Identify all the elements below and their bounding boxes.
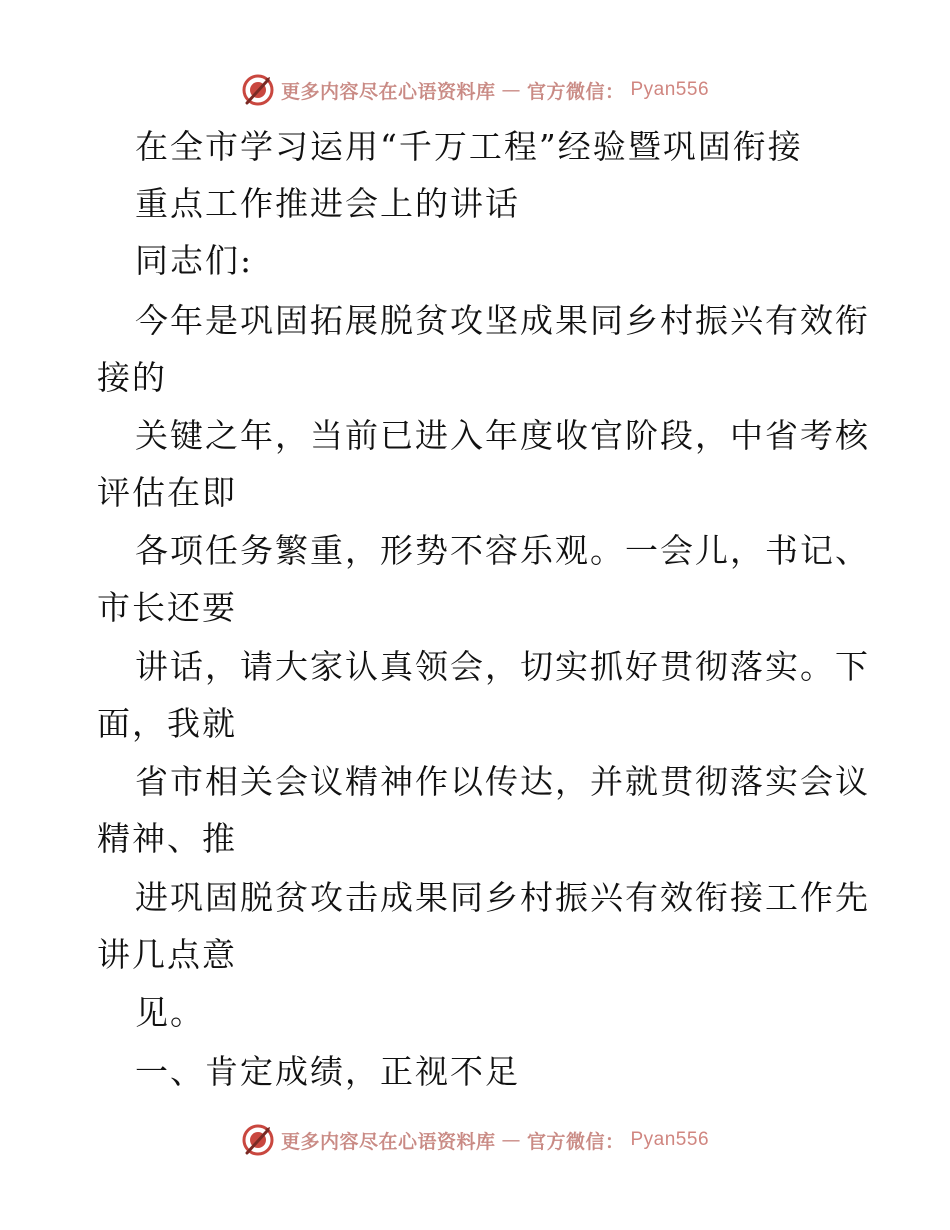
paragraph-2-line-a: 关键之年，当前已进入年度收官阶段，中省考核 — [135, 416, 870, 455]
watermark-official-label: 官方微信： — [526, 1130, 625, 1153]
paragraph-5-line-a: 省市相关会议精神作以传达，并就贯彻落实会议 — [135, 762, 870, 801]
watermark-wechat-id: Pyan556 — [630, 79, 710, 100]
paragraph-4-line-b: 面，我就 — [97, 704, 237, 743]
paragraph-3-line-b: 市长还要 — [97, 588, 237, 627]
header-watermark — [0, 70, 950, 110]
salutation: 同志们: — [135, 241, 254, 280]
watermark-separator: — — [501, 1129, 521, 1151]
paragraph-6-line-a: 进巩固脱贫攻击成果同乡村振兴有效衔接工作先 — [135, 878, 870, 917]
title-line-2: 重点工作推进会上的讲话 — [135, 184, 520, 223]
pen-seal-icon — [241, 73, 275, 107]
paragraph-5-line-b: 精神、推 — [97, 819, 237, 858]
watermark-brand: 更多内容尽在心语资料库 — [280, 80, 496, 103]
paragraph-7: 见。 — [135, 993, 205, 1032]
watermark-brand: 更多内容尽在心语资料库 — [280, 1130, 496, 1153]
title-line-1: 在全市学习运用“千万工程”经验暨巩固衔接 — [135, 127, 803, 166]
section-heading-1: 一、肯定成绩，正视不足 — [135, 1052, 520, 1091]
paragraph-1-line-b: 接的 — [97, 358, 167, 397]
watermark-separator: — — [501, 79, 521, 101]
footer-watermark — [0, 1120, 950, 1160]
paragraph-2-line-b: 评估在即 — [97, 473, 237, 512]
paragraph-1-line-a: 今年是巩固拓展脱贫攻坚成果同乡村振兴有效衔 — [135, 301, 870, 340]
paragraph-3-line-a: 各项任务繁重，形势不容乐观。一会儿，书记、 — [135, 531, 870, 570]
paragraph-6-line-b: 讲几点意 — [97, 935, 237, 974]
watermark-official-label: 官方微信： — [526, 80, 625, 103]
paragraph-4-line-a: 讲话，请大家认真领会，切实抓好贯彻落实。下 — [135, 647, 870, 686]
watermark-wechat-id: Pyan556 — [630, 1129, 710, 1150]
pen-seal-icon — [241, 1123, 275, 1157]
